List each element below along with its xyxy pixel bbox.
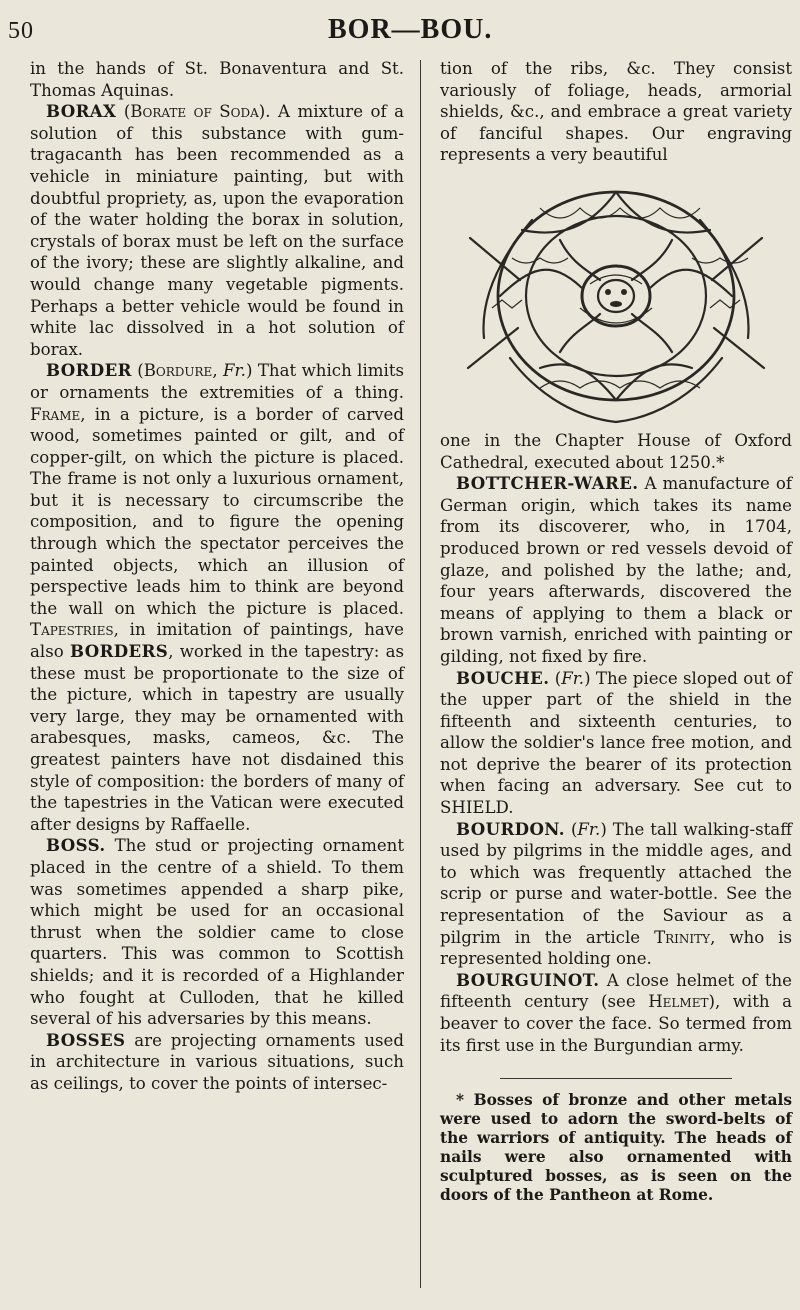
entry-body: A mixture of a solution of this substance with gum-tragacanth has been recommended as a vehicle in miniature painting, but with doubtful propriety, as, upon the evaporation of the water holding the borax in solution, crystals of borax must be left on the surface of the ivory; these are slightly alkaline, and would change many vegetable pigments. Perhaps a better vehicle would be found in white lac dissolved in a hot solution of borax. xyxy=(30,102,405,359)
entry-language: Fr. xyxy=(223,361,246,381)
term-trinity: Trinity xyxy=(654,927,711,947)
entry-borax: BORAX (Borate of Soda). A mixture of a solution of this substance with gum-tragacanth has been recommended as a vehicle in miniature painting, but with doubtful propriety, as, upon the evaporation of the water holding the borax in solution, crystals of borax must be left on the surface of the ivory; these are slightly alkaline, and would change many vegetable pigments. Perhaps a better vehicle would be found in white lac dissolved in a hot solution of borax. xyxy=(30,101,405,359)
cross-reference: SHIELD. xyxy=(440,798,514,818)
entry-body: A manufacture of German origin, which takes its name from its discoverer, who, in 1704, produced brown or red vessels devoid of glaze, and polished by the lathe; and, four years afterwards, discovered the means of applying to them a black or brown varnish, enriched with painting or gilding, not fixed by fire. xyxy=(440,474,792,666)
entry-language: Fr. xyxy=(577,819,601,839)
entry-body: A close helmet of the fifteenth century (see xyxy=(440,970,793,1012)
term-helmet: Helmet xyxy=(648,992,709,1012)
entry-language: Fr. xyxy=(561,668,585,688)
page-number: 50 xyxy=(8,18,34,44)
term-frame: Frame xyxy=(30,404,81,424)
entry-body: The tall walking-staff used by pilgrims in the middle ages, and to which was frequently attached the scrip or purse and water-bottle. See the representation of the Saviour as a pilgrim in the article xyxy=(440,819,792,947)
paragraph-continuation: in the hands of St. Bonaventura and St. Thomas Aquinas. xyxy=(30,59,404,100)
entry-body: , in imitation of paintings, have also xyxy=(30,620,404,662)
entry-headword: BORDER xyxy=(46,360,132,381)
entry-headword: BOURDON. xyxy=(456,818,565,839)
entry-headword: BOSS. xyxy=(46,835,106,856)
carved-boss-engraving-icon xyxy=(440,168,792,430)
entry-headword: BOSSES xyxy=(46,1029,126,1050)
term-tapestries: Tapestries xyxy=(30,620,114,640)
footnote: * Bosses of bronze and other metals were used to adorn the sword-belts of the warriors of antiquity. The heads of nails were also ornamented with sculptured bosses, as is seen on the doors of the Pantheon at Rome. xyxy=(440,1091,792,1205)
entry-body: The stud or projecting ornament placed in the centre of a shield. To them was sometimes appended a sharp pike, which might be used for an occasional thrust when the soldier came to close quarters. This was common to Scottish shields; and it is recorded of a Highlander who fought at Culloden, that he killed several of his adversaries by this means. xyxy=(30,836,404,1029)
paragraph-continuation: tion of the ribs, &c. They consist variously of foliage, heads, armorial shields, &c., and embrace a great variety of fanciful shapes. Our engraving represents a very beautiful xyxy=(440,59,792,165)
entry-body: , in a picture, is a border of carved wood, sometimes painted or gilt, and of copper-gilt, on which the picture is placed. The frame is not only a luxurious ornament, but it is necessary to circumscribe the composition, and to figure the opening through which the spectator perceives the painted objects, which an illusion of perspective leads him to think are beyond the wall on which the picture is placed. xyxy=(30,404,404,618)
entry-body: , worked in the tapestry: as these must be proportionate to the size of the picture, which in tapestry are usually very large, they may be ornamented with arabesques, masks, cameos, &c. The greatest painters have not disdained this style of composition: the borders of many of the tapestries in the Vatican were executed after designs by Raffaelle. xyxy=(30,642,405,834)
entry-headword: BOURGUINOT. xyxy=(456,969,600,990)
entry-body: The piece sloped out of the upper part of the shield in the fifteenth and sixteenth centuries, to allow the soldier's lance free motion, and not deprive the bearer of its protection when facing an adversary. See cut to xyxy=(440,668,793,796)
entry-body: ), with a beaver to cover the face. So termed from its first use in the Burgundian army. xyxy=(440,992,793,1055)
figure-caption: one in the Chapter House of Oxford Cathedral, executed about 1250.* xyxy=(440,430,792,472)
entry-body: are projecting ornaments used in architecture in various situations, such as ceilings, to cover the points of intersec- xyxy=(30,1030,404,1093)
entry-bosses xyxy=(30,1030,404,1095)
entry-bourguinot xyxy=(440,970,792,1056)
entry-bourdon: BOURDON. (Fr.) The tall walking-staff used by pilgrims in the middle ages, and to which was frequently attached the scrip or purse and water-bottle. See the representation of the Saviour as a pilgrim in the article Trinity, who is represented holding one. xyxy=(440,818,792,969)
footnote-rule xyxy=(500,1078,732,1079)
term-borders: BORDERS xyxy=(69,641,169,662)
entry-border: BORDER (Bordure, Fr.) That which limits or ornaments the extremities of a thing. Frame, in a picture, is a border of carved wood, sometimes painted or gilt, and of copper-gilt, on which the picture is placed. The frame is not only a luxurious ornament, but it is necessary to circumscribe the composition, and to figure the opening through which the spectator perceives the painted objects, which an illusion of perspective leads him to think are beyond the wall on which the picture is placed. Tapestries, in imitation of paintings, have also BORDERS, worked in the tapestry: as these must be proportionate to the size of the picture, which in tapestry are usually very large, they may be ornamented with arabesques, masks, cameos, &c. The greatest painters have not disdained this style of composition: the borders of many of the tapestries in the Vatican were executed after designs by Raffaelle. xyxy=(30,360,405,834)
entry-bouche: BOUCHE. (Fr.) The piece sloped out of the upper part of the shield in the fifteenth and sixteenth centuries, to allow the soldier's lance free motion, and not deprive the bearer of its protection when facing an adversary. See cut to SHIELD. xyxy=(440,667,793,818)
right-column xyxy=(440,58,792,1205)
entry-headword: BOTTCHER-WARE. xyxy=(456,473,639,494)
entry-headword: BOUCHE. xyxy=(456,667,550,688)
entry-headword: BORAX xyxy=(46,101,117,122)
entry-body: , who is represented holding one. xyxy=(440,927,792,969)
left-column xyxy=(30,58,404,1095)
running-head: BOR—BOU. xyxy=(328,14,493,45)
entry-alt-name: Bordure xyxy=(143,361,213,381)
entry-bottcher-ware xyxy=(440,473,792,667)
column-divider xyxy=(420,60,421,1288)
entry-alt-name: Borate of Soda xyxy=(130,102,259,122)
entry-boss xyxy=(30,835,404,1029)
entry-body: That which limits or ornaments the extremities of a thing. xyxy=(30,361,405,402)
